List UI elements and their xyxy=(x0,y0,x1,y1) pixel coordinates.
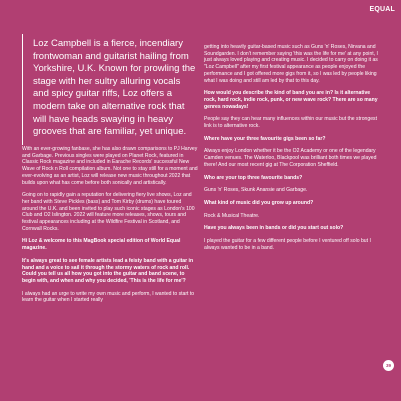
right-paragraph: Guns 'n' Roses, Skunk Anansie and Garbage. xyxy=(204,187,308,194)
right-column xyxy=(204,44,380,257)
magazine-logo: EQUAL xyxy=(369,6,395,13)
right-question: Where have your three favourite gigs been so far? xyxy=(204,135,326,142)
right-question: What kind of music did you grow up around? xyxy=(204,199,314,206)
right-paragraph: I played the guitar for a few different people before I ventured off solo but I always wanted to be in a band. xyxy=(204,238,371,251)
right-question: How would you describe the kind of band you are in? Is it alternative rock, hard rock, indie rock, punk, or new wave rock? There are so many genres nowadays! xyxy=(204,90,378,110)
left-question: It's always great to see female artists lead a feisty band with a guitar in hand and a voice to sail it through the stormy waters of rock and roll. Could you tell us all how you got into the guitar and band scene, to begin with, and when and why you decided, 'This is the life for me'? xyxy=(22,257,194,284)
left-paragraph: With an ever-growing fanbase, she has also drawn comparisons to PJ Harvey and Garbage. Previous singles were played on Planet Rock, featured in Classic Rock magazine and included in Earache Records' successful New Wave of Rock n Roll compilation album. Not one to stay still for a moment and ever-evolving as an artist, Loz will release new music throughout 2022 that builds upon what has come before both sonically and artistically. xyxy=(22,146,198,186)
left-column xyxy=(22,146,198,310)
right-paragraph: getting into heavily guitar-based music such as Guns 'n' Roses, Nirvana and Soundgarden. I don't remember saying 'this was the life for me' at any point, I just always loved playing and creating music. I decided to carry on doing it as "Loz Campbell" after my first festival appearance as people enjoyed the performance and I got offered more gigs from it, so I was led by people liking what I was doing and still am led by that to this day. xyxy=(204,44,378,84)
right-paragraph: Rock & Musical Theatre. xyxy=(204,212,260,219)
left-paragraph: I always had an urge to write my own music and perform, I wanted to start to learn the guitar when I started really xyxy=(22,290,195,304)
right-question: Who are your top three favourite bands? xyxy=(204,174,303,181)
left-paragraph: Going on to rapidly gain a reputation for delivering fiery live shows, Loz and her band with Steve Pickles (bass) and Tom Kirby (drums) have toured around the U.K. and been invited to play such iconic stages as London's 100 Club and O2 Islington. 2022 will feature more releases, shows, tours and festival appearances including at the Wildfire Festival in Scotland, and Cornwall Rocks. xyxy=(22,192,195,232)
right-question: Have you always been in bands or did you start out solo? xyxy=(204,225,344,232)
page-number-badge: 39 xyxy=(383,360,394,371)
right-paragraph: People say they can hear many influences within our music but the strongest link is to alternative rock. xyxy=(204,116,377,130)
left-question: Hi Loz & welcome to this MagBook special edition of World Equal magazine. xyxy=(22,238,181,252)
right-paragraph: Always enjoy London whether it be the O2 Academy or one of the legendary Camden venues. The Waterloo, Blackpool was brilliant both times we played there! And our most recent gig at The Corporation Sheffield. xyxy=(204,148,377,168)
intro-pullquote: Loz Campbell is a fierce, incendiary frontwoman and guitarist hailing from Yorkshire, U.K. Known for prowling the stage with her sultry alluring vocals and spicy guitar riffs, Loz offers a modern take on alternative rock that will have heads swaying in heavy grooves that are familiar, yet unique. xyxy=(22,34,198,145)
